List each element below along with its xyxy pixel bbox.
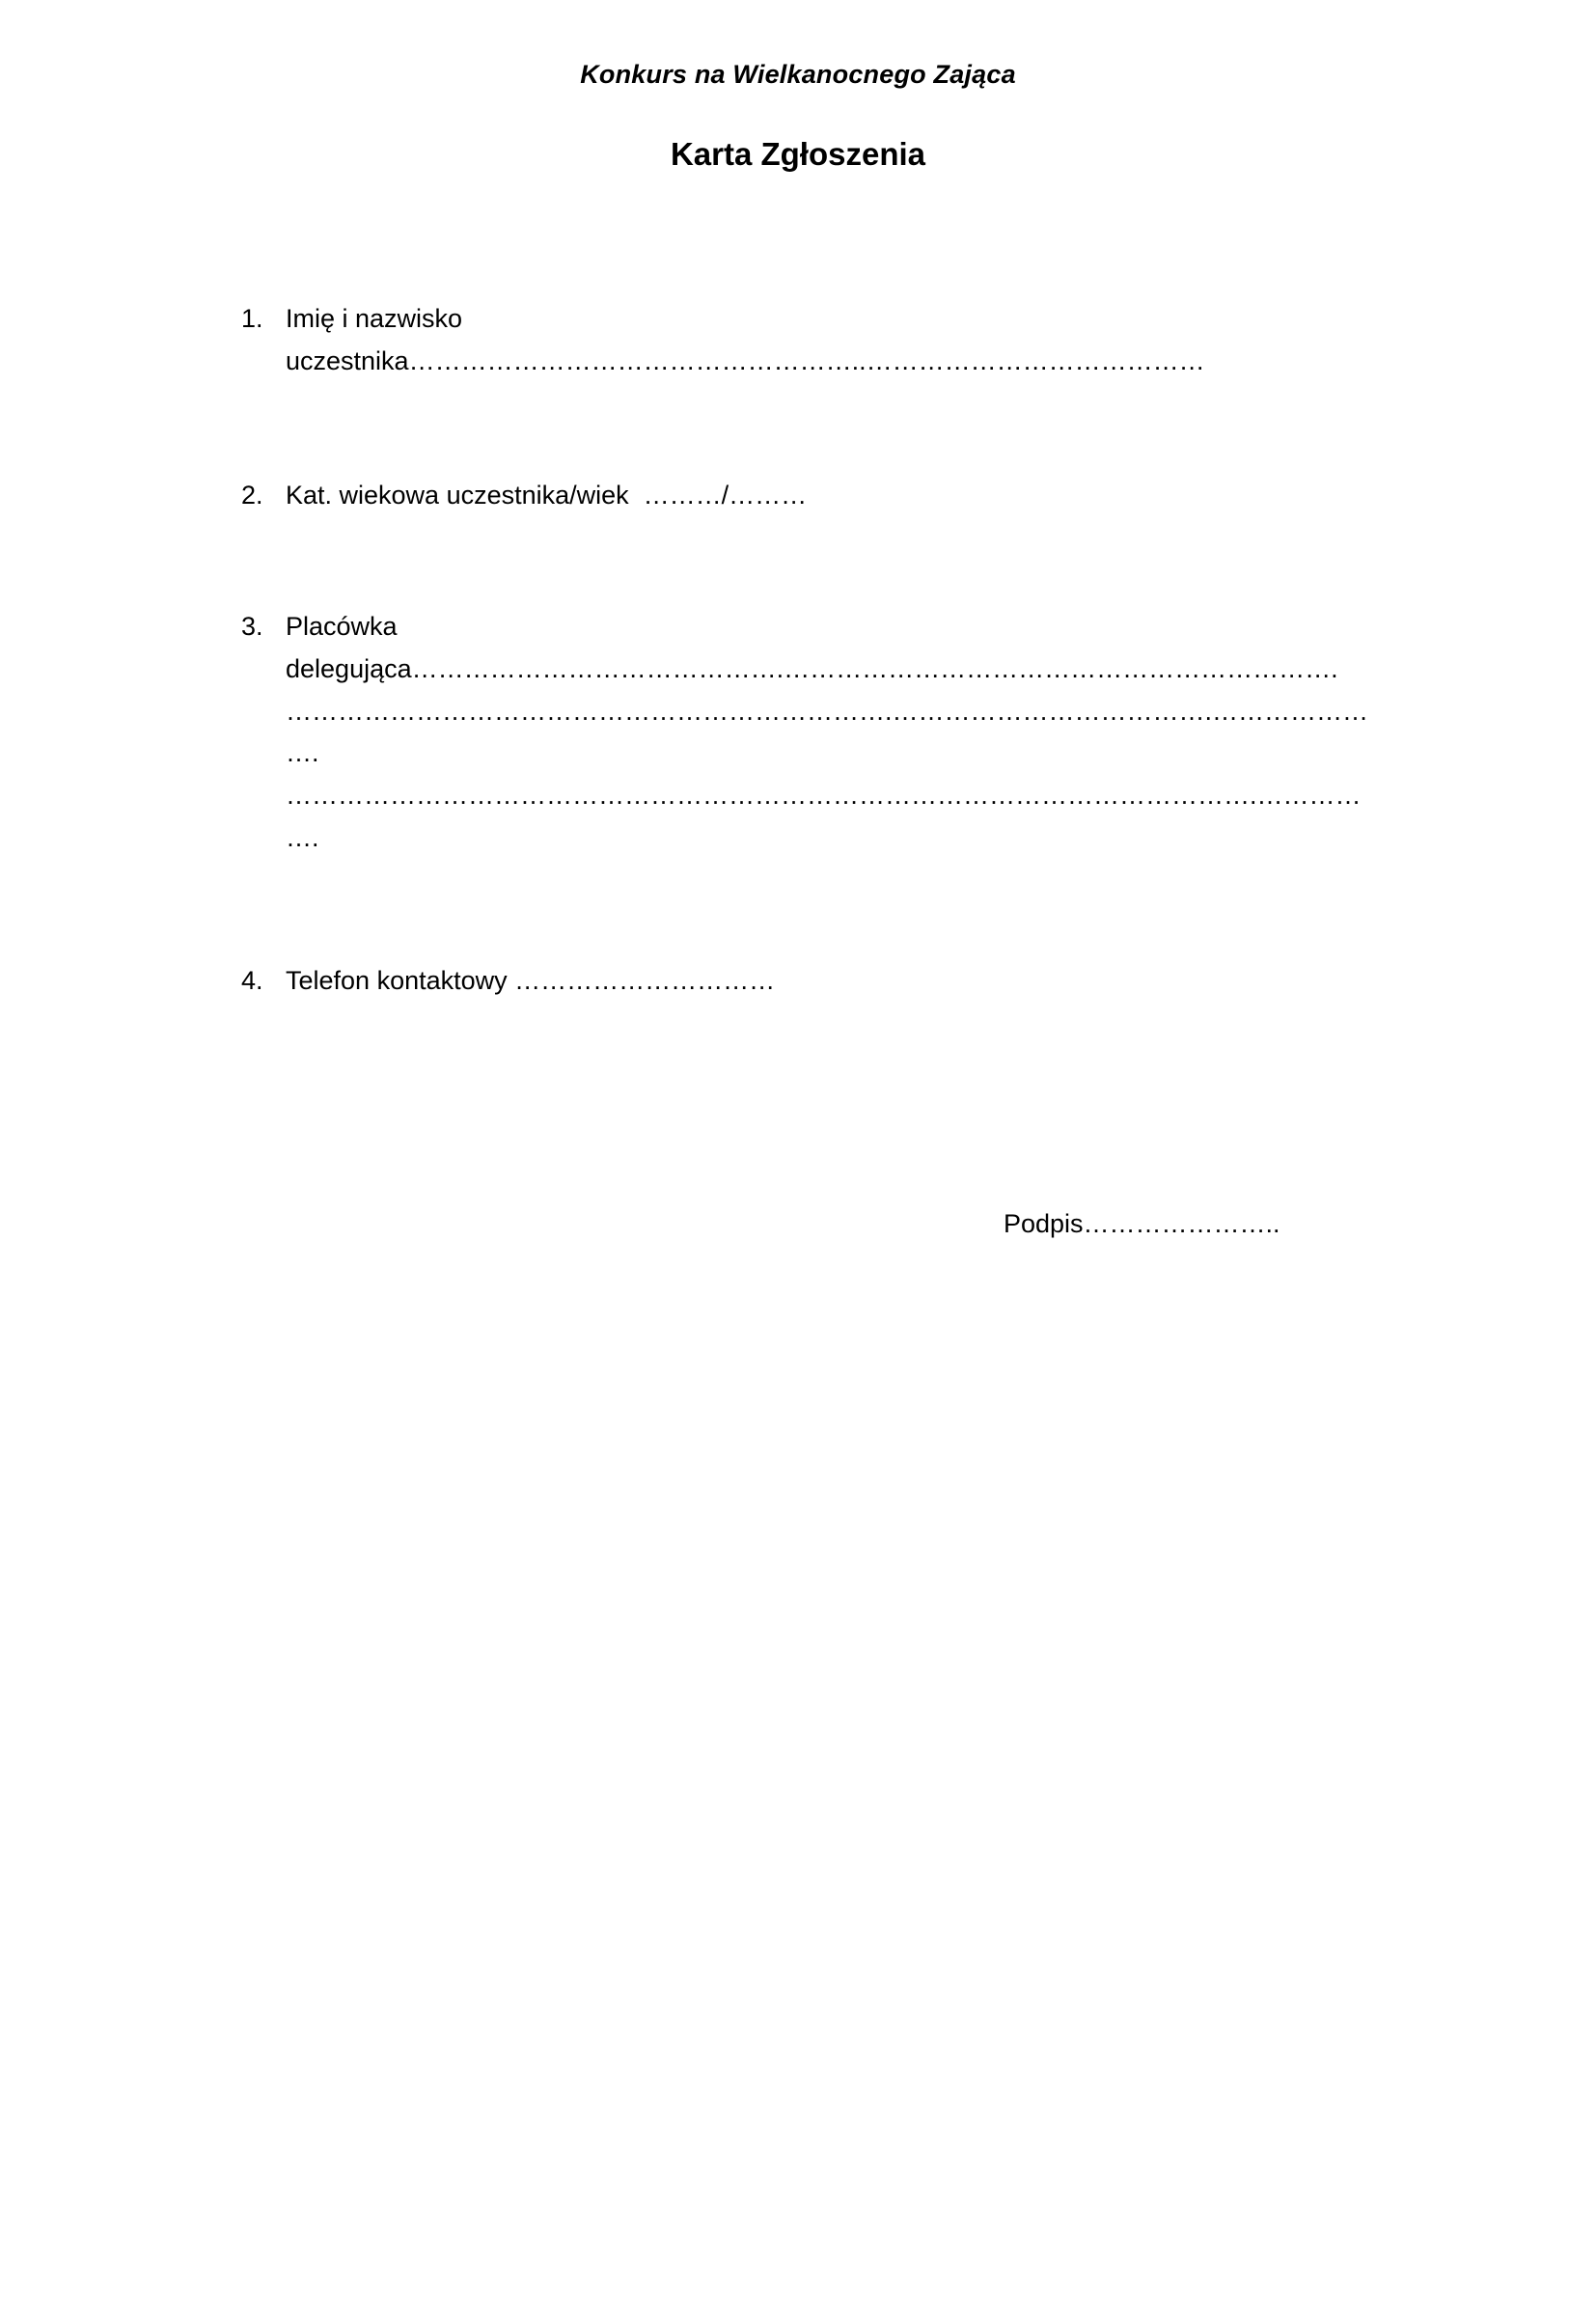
form-item-institution: [0, 606, 1596, 859]
item-body: [286, 475, 1384, 517]
item-body: [286, 298, 1384, 382]
item-body: [286, 606, 1384, 859]
field-input-line[interactable]: …………………………………………………………….……………………………….………………….: [286, 696, 1369, 768]
signature-line[interactable]: Podpis…………………..: [1004, 1209, 1280, 1239]
document-header: Konkurs na Wielkanocnego Zająca: [580, 60, 1016, 89]
item-number: 4.: [241, 965, 263, 995]
field-label: Placówka: [286, 612, 398, 642]
item-number: 1.: [241, 304, 263, 333]
field-label: Imię i nazwisko: [286, 304, 463, 333]
document-page: [0, 60, 1596, 2317]
form-item-age-category: [0, 475, 1596, 517]
spacer: [0, 517, 1596, 606]
item-number: 3.: [241, 612, 263, 642]
form-item-phone: [0, 960, 1596, 1003]
form-item-name: [0, 298, 1596, 382]
field-input-line[interactable]: ………………………………………………………………………………………………….…………….: [286, 781, 1362, 852]
page-title: Karta Zgłoszenia: [670, 136, 926, 172]
field-input-line[interactable]: Kat. wiekowa uczestnika/wiek ………/………: [286, 481, 808, 510]
form-fields-list: [0, 298, 1596, 1002]
spacer: [0, 860, 1596, 960]
page-bottom-space: [0, 1239, 1596, 2108]
item-body: [286, 960, 1384, 1003]
field-input-line[interactable]: Telefon kontaktowy …………………………: [286, 965, 776, 995]
item-number: 2.: [241, 481, 263, 510]
spacer: [0, 382, 1596, 475]
field-input-line[interactable]: delegująca…………………………………….……………………………………………………….: [286, 653, 1338, 683]
field-input-line[interactable]: uczestnika……………………………………………..…………………………………: [286, 345, 1205, 375]
